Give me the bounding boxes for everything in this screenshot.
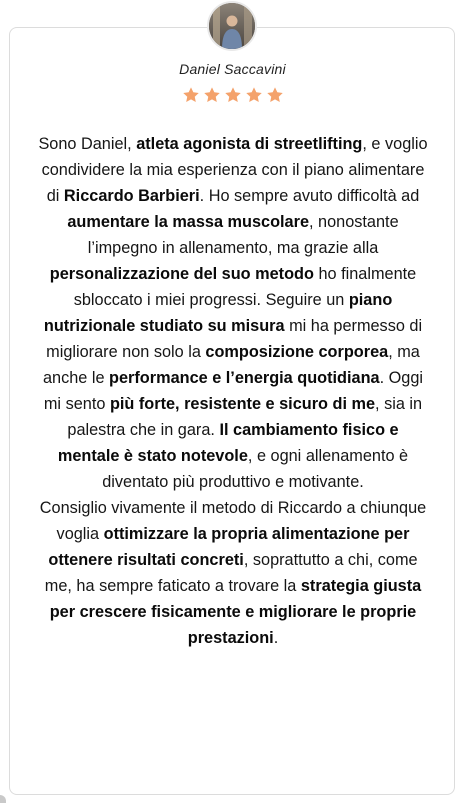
text-segment: ho finalmente sbloccato i miei progressi. Seguire un — [73, 265, 417, 309]
highlighted-text: piano nutrizionale studiato su misura — [43, 291, 393, 335]
text-segment: , e voglio condividere la mia esperienza con il piano alimentare di — [41, 135, 428, 205]
star-icon — [224, 86, 242, 104]
text-segment: . Oggi mi sento — [43, 369, 424, 413]
star-icon — [245, 86, 263, 104]
author-name: Daniel Saccavini — [179, 61, 286, 77]
highlighted-text: composizione corporea — [205, 343, 389, 361]
star-icon — [203, 86, 221, 104]
review-text — [38, 131, 428, 651]
text-segment: , sia in palestra che in gara. — [67, 395, 423, 439]
text-segment: , ma anche le — [42, 343, 420, 387]
avatar — [209, 3, 255, 49]
text-segment: , soprattutto a chi, come me, ha sempre faticato a trovare la — [44, 551, 418, 595]
corner-fragment — [0, 795, 6, 803]
highlighted-text: performance e l’energia quotidiana — [109, 369, 380, 387]
highlighted-text: più forte, resistente e sicuro di me — [109, 395, 376, 413]
text-segment: Consiglio vivamente il metodo di Riccardo a chiunque voglia — [39, 499, 427, 543]
text-segment: . — [273, 629, 279, 647]
text-segment: , nonostante l’impegno in allenamento, ma grazie alla — [87, 213, 399, 257]
highlighted-text: personalizzazione del suo metodo — [49, 265, 314, 283]
person-photo-icon — [209, 3, 255, 49]
star-icon — [182, 86, 200, 104]
review-paragraph-1 — [38, 131, 428, 495]
highlighted-text: Il cambiamento fisico e mentale è stato notevole — [57, 421, 399, 465]
text-segment: . Ho sempre avuto difficoltà ad — [199, 187, 420, 205]
star-rating — [0, 86, 465, 104]
text-segment: Sono Daniel, — [38, 135, 137, 153]
highlighted-text: atleta agonista di streetlifting — [136, 135, 363, 153]
star-icon — [266, 86, 284, 104]
text-segment: mi ha permesso di migliorare non solo la — [46, 317, 423, 361]
review-paragraph-2 — [38, 495, 428, 651]
highlighted-text: ottimizzare la propria alimentazione per ottenere risultati concreti — [48, 525, 410, 569]
highlighted-text: Riccardo Barbieri — [63, 187, 200, 205]
highlighted-text: aumentare la massa muscolare — [67, 213, 309, 231]
text-segment: , e ogni allenamento è diventato più produttivo e motivante. — [102, 447, 409, 491]
highlighted-text: strategia giusta per crescere fisicamente e migliorare le proprie prestazioni — [49, 577, 422, 647]
